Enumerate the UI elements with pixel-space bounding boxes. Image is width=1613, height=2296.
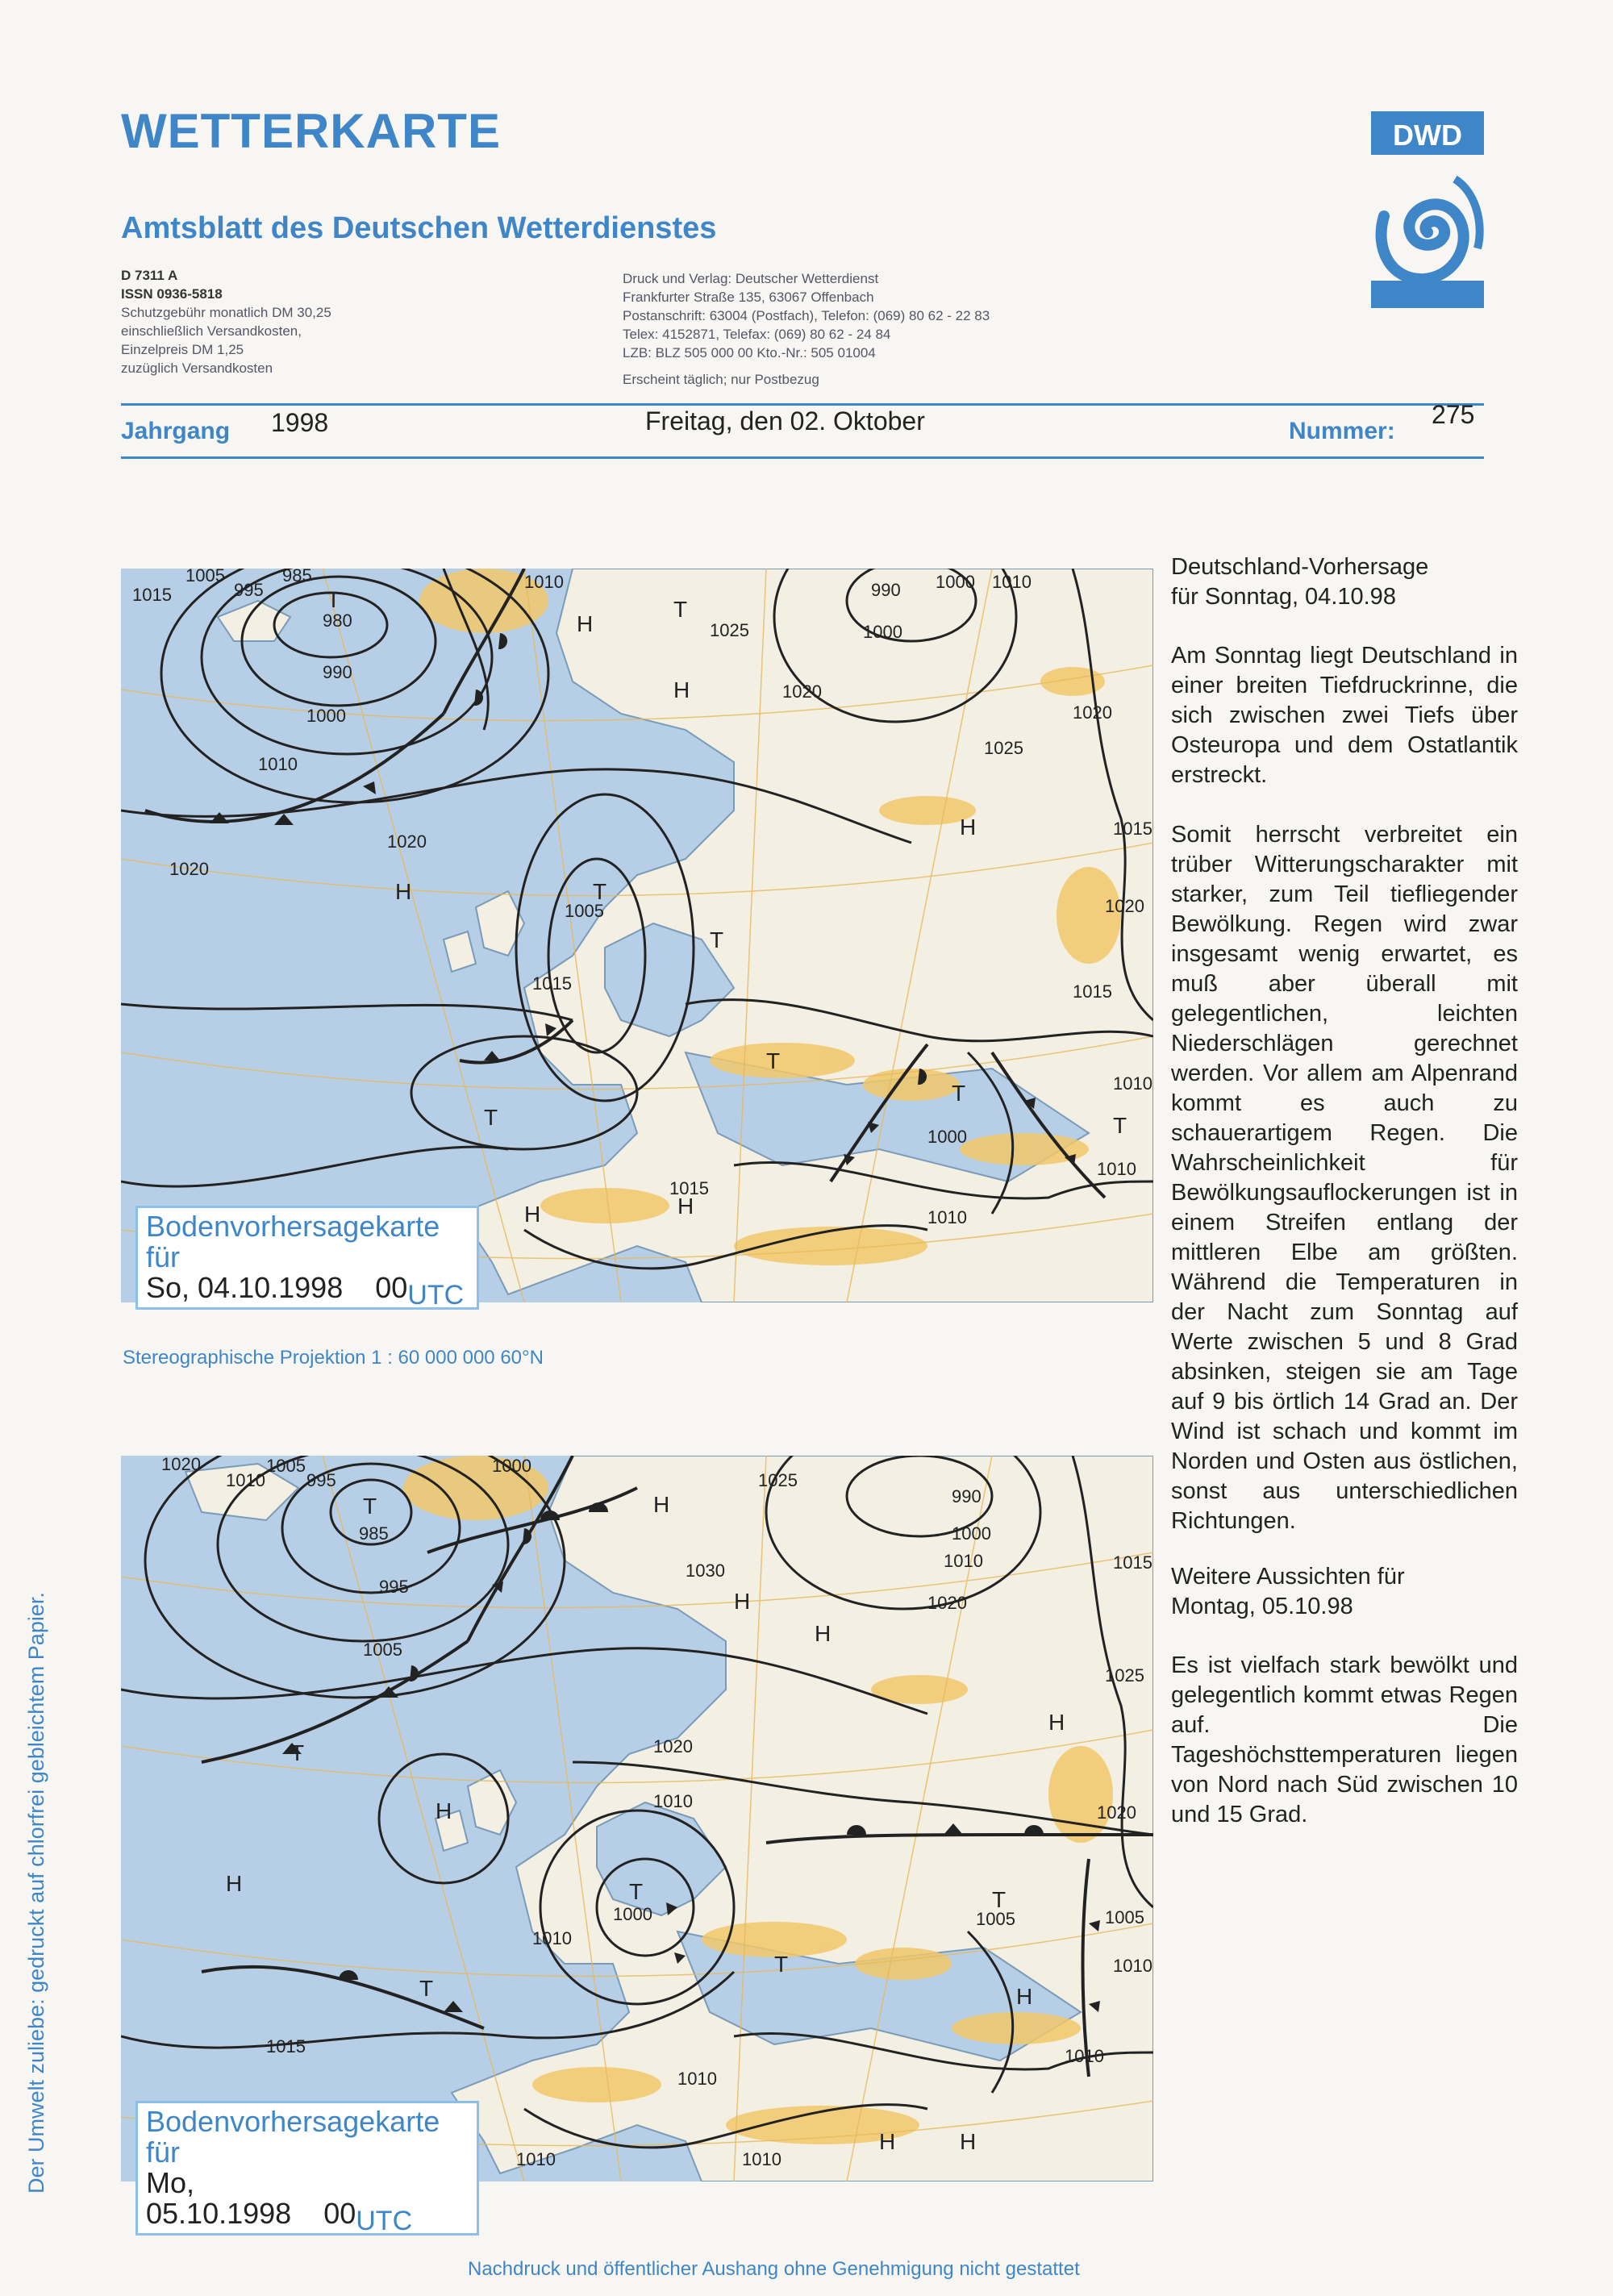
jahrgang-label: Jahrgang bbox=[121, 418, 231, 444]
isobar-label: 980 bbox=[323, 610, 352, 631]
fee-line: zuzüglich Versandkosten bbox=[121, 360, 273, 376]
isobar-label: 1010 bbox=[226, 1470, 265, 1490]
isobar-label: 1025 bbox=[758, 1470, 798, 1490]
nummer-value: 275 bbox=[1432, 400, 1475, 429]
pressure-center: T bbox=[1113, 1113, 1127, 1138]
dwd-logo-text: DWD bbox=[1393, 119, 1462, 152]
weather-map-sunday bbox=[121, 569, 1153, 1311]
isobar-label: 1000 bbox=[492, 1456, 531, 1476]
isobar-label: 1010 bbox=[653, 1791, 693, 1811]
caption-datetime bbox=[146, 2166, 469, 2236]
isobar-label: 1000 bbox=[863, 622, 902, 642]
forecast-sunday-heading bbox=[1171, 552, 1518, 612]
pressure-center: T bbox=[952, 1081, 966, 1106]
isobar-label: 1015 bbox=[132, 585, 172, 605]
isobar-label: 1010 bbox=[677, 2069, 717, 2089]
pressure-center: H bbox=[1048, 1710, 1065, 1735]
isobar-label: 1010 bbox=[1097, 1159, 1136, 1179]
isobar-label: 1025 bbox=[1105, 1665, 1144, 1686]
isobar-label: 1010 bbox=[1065, 2046, 1104, 2066]
environment-note: Der Umwelt zuliebe: gedruckt auf chlorfrei gebleichtem Papier. bbox=[24, 1592, 48, 2194]
isobar-label: 1005 bbox=[363, 1640, 402, 1660]
pressure-center: H bbox=[395, 879, 412, 904]
pressure-center: T bbox=[629, 1879, 644, 1904]
map1-svg bbox=[121, 569, 1153, 1302]
pressure-center: H bbox=[677, 1194, 694, 1219]
pressure-center: H bbox=[226, 1871, 243, 1896]
isobar-label: 1010 bbox=[516, 2149, 556, 2169]
pressure-center: T bbox=[327, 587, 341, 612]
fee-line: einschließlich Versandkosten, bbox=[121, 323, 302, 339]
isobar-label: 1000 bbox=[952, 1523, 991, 1544]
paragraph: Es ist vielfach stark bewölkt und gelegentlich kommt etwas Regen auf. Die Tageshöchsttemperaturen liegen von Nord nach Süd zwischen 10 und 15 Grad. bbox=[1171, 1652, 1518, 1827]
isobar-label: 1010 bbox=[944, 1551, 983, 1571]
page-subtitle: Amtsblatt des Deutschen Wetterdienstes bbox=[121, 211, 717, 245]
page-title: WETTERKARTE bbox=[121, 104, 501, 158]
isobar-label: 1010 bbox=[258, 754, 298, 774]
heading-line: für Sonntag, 04.10.98 bbox=[1171, 584, 1396, 610]
isobar-label: 1010 bbox=[524, 572, 564, 592]
pressure-center: H bbox=[879, 2129, 896, 2154]
isobar-label: 1015 bbox=[669, 1178, 709, 1198]
isobar-label: 990 bbox=[323, 662, 352, 682]
caption-date: Mo, 05.10.1998 bbox=[146, 2166, 292, 2230]
isobar-label: 1030 bbox=[686, 1561, 725, 1581]
code-line: ISSN 0936-5818 bbox=[121, 286, 223, 302]
pressure-center: T bbox=[290, 1740, 305, 1765]
isobar-label: 1020 bbox=[653, 1736, 693, 1756]
pressure-center: H bbox=[734, 1589, 751, 1614]
isobar-label: 1010 bbox=[927, 1207, 967, 1227]
isobar-label: 990 bbox=[952, 1486, 982, 1506]
isobar-label: 1015 bbox=[532, 973, 572, 994]
pressure-center: T bbox=[710, 927, 724, 952]
caption-title: Bodenvorhersagekarte für bbox=[146, 2105, 440, 2169]
caption-title: Bodenvorhersagekarte für bbox=[146, 1210, 440, 1273]
pressure-center: H bbox=[653, 1492, 670, 1517]
outlook-monday-heading bbox=[1171, 1562, 1518, 1622]
isobar-label: 1020 bbox=[161, 1456, 201, 1474]
isobar-label: 1020 bbox=[1097, 1802, 1136, 1823]
heading-line: Deutschland-Vorhersage bbox=[1171, 554, 1429, 580]
isobar-label: 1000 bbox=[613, 1904, 652, 1924]
code-line: D 7311 A bbox=[121, 268, 178, 283]
dwd-logo bbox=[1371, 111, 1484, 308]
publication-codes bbox=[121, 266, 331, 377]
pressure-center: H bbox=[673, 677, 690, 702]
heading-line: Montag, 05.10.98 bbox=[1171, 1594, 1353, 1619]
caption-utc: UTC bbox=[407, 1280, 465, 1311]
isobar-label: 1000 bbox=[927, 1127, 967, 1147]
fee-line: Einzelpreis DM 1,25 bbox=[121, 342, 244, 357]
isobar-label: 1025 bbox=[984, 738, 1023, 758]
heading-line: Weitere Aussichten für bbox=[1171, 1564, 1405, 1590]
forecast-paragraph-1 bbox=[1171, 641, 1518, 790]
isobar-label: 1020 bbox=[1105, 896, 1144, 916]
jahrgang-value: 1998 bbox=[271, 408, 329, 437]
outlook-paragraph bbox=[1171, 1651, 1518, 1830]
isobar-label: 1020 bbox=[169, 859, 209, 879]
pressure-center: H bbox=[960, 2129, 977, 2154]
isobar-label: 985 bbox=[359, 1523, 389, 1544]
isobar-label: 1020 bbox=[1073, 702, 1112, 723]
forecast-paragraph-2 bbox=[1171, 820, 1518, 1536]
issue-date: Freitag, den 02. Oktober bbox=[645, 406, 925, 435]
fee-line: Schutzgebühr monatlich DM 30,25 bbox=[121, 305, 331, 320]
caption-date: So, 04.10.1998 bbox=[146, 1271, 344, 1304]
pressure-center: T bbox=[992, 1887, 1007, 1912]
isobar-label: 1005 bbox=[185, 569, 225, 585]
pressure-center: T bbox=[363, 1494, 377, 1519]
pressure-center: H bbox=[524, 1202, 541, 1227]
isobar-label: 1005 bbox=[976, 1909, 1015, 1929]
isobar-label: 985 bbox=[282, 569, 312, 585]
isobar-label: 1010 bbox=[532, 1928, 572, 1948]
header-divider bbox=[121, 456, 1484, 459]
publisher-line: LZB: BLZ 505 000 00 Kto.-Nr.: 505 01004 bbox=[623, 345, 876, 360]
isobar-label: 1025 bbox=[710, 620, 749, 640]
isobar-label: 1010 bbox=[992, 572, 1032, 592]
isobar-label: 1020 bbox=[782, 681, 822, 702]
pressure-center: T bbox=[673, 597, 688, 622]
isobar-label: 1015 bbox=[1113, 1552, 1152, 1573]
isobar-label: 1010 bbox=[1113, 1956, 1152, 1976]
pressure-center: T bbox=[593, 879, 607, 904]
pressure-center: H bbox=[436, 1798, 452, 1823]
isobar-label: 995 bbox=[306, 1470, 336, 1490]
isobar-label: 1010 bbox=[1113, 1073, 1152, 1094]
isobar-label: 1005 bbox=[266, 1456, 306, 1476]
caption-time: 00 bbox=[375, 1271, 408, 1304]
publisher-line: Druck und Verlag: Deutscher Wetterdienst bbox=[623, 271, 879, 286]
header-divider bbox=[121, 403, 1484, 406]
nummer-label: Nummer: bbox=[1289, 418, 1395, 444]
pressure-center: H bbox=[815, 1621, 832, 1646]
paragraph: Am Sonntag liegt Deutschland in einer breiten Tiefdruckrinne, die sich zwischen zwei Tiefs über Osteuropa und dem Ostatlantik erstreckt. bbox=[1171, 643, 1518, 788]
paragraph: Somit herrscht verbreitet ein trüber Witterungscharakter mit starker, zum Teil tiefliegender Bewölkung. Regen wird zwar insgesamt wenig erwartet, es muß aber überall mit gelegentlichen, leichten Niederschlägen gerechnet werden. Vor allem am Alpenrand kommt es auch zu schauerartigem Regen. Die Wahrscheinlichkeit für Bewölkungsauflockerungen ist in einem Streifen entlang der mittleren Elbe am größten. Während die Temperaturen in der Nacht zum Sonntag auf Werte zwischen 5 und 8 Grad absinken, steigen sie am Tage auf 9 bis örtlich 14 Grad an. Der Wind ist schach und kommt im Norden und Osten aus östlichen, sonst aus unterschiedlichen Richtungen. bbox=[1171, 822, 1518, 1534]
pressure-center: T bbox=[484, 1105, 498, 1130]
isobar-label: 990 bbox=[871, 580, 901, 600]
publisher-line: Telex: 4152871, Telefax: (069) 80 62 - 24 84 bbox=[623, 327, 891, 342]
footer-copyright: Nachdruck und öffentlicher Aushang ohne Genehmigung nicht gestattet bbox=[468, 2258, 1080, 2280]
isobar-label: 1015 bbox=[1073, 981, 1112, 1002]
isobar-label: 1020 bbox=[387, 831, 427, 852]
publisher-line: Frankfurter Straße 135, 63067 Offenbach bbox=[623, 290, 874, 305]
publisher-line: Postanschrift: 63004 (Postfach), Telefon: (069) 80 62 - 22 83 bbox=[623, 308, 990, 323]
weather-map-monday bbox=[121, 1456, 1153, 2236]
pressure-center: T bbox=[766, 1048, 781, 1073]
frequency-note: Erscheint täglich; nur Postbezug bbox=[623, 372, 819, 387]
pressure-center: T bbox=[774, 1952, 789, 1977]
isobar-label: 1005 bbox=[565, 901, 604, 921]
isobar-label: 1015 bbox=[266, 2036, 306, 2056]
pressure-center: H bbox=[960, 815, 977, 840]
caption-time: 00 bbox=[323, 2197, 356, 2230]
isobar-label: 995 bbox=[379, 1577, 409, 1597]
pressure-center: T bbox=[419, 1976, 434, 2001]
pressure-center: H bbox=[1016, 1984, 1033, 2009]
projection-note: Stereographische Projektion 1 : 60 000 000 60°N bbox=[123, 1347, 544, 1369]
caption-datetime bbox=[146, 1271, 469, 1311]
map2-svg bbox=[121, 1456, 1153, 2181]
isobar-label: 1005 bbox=[1105, 1907, 1144, 1927]
map1-caption bbox=[135, 1206, 479, 1310]
isobar-label: 1000 bbox=[306, 706, 346, 726]
pressure-center: H bbox=[577, 611, 594, 636]
map2-caption bbox=[135, 2101, 479, 2236]
isobar-label: 1010 bbox=[742, 2149, 781, 2169]
caption-utc: UTC bbox=[356, 2206, 413, 2236]
isobar-label: 1015 bbox=[1113, 819, 1152, 839]
isobar-label: 995 bbox=[234, 580, 264, 600]
isobar-label: 1000 bbox=[936, 572, 975, 592]
isobar-label: 1020 bbox=[927, 1593, 967, 1613]
publisher-info bbox=[623, 269, 990, 389]
